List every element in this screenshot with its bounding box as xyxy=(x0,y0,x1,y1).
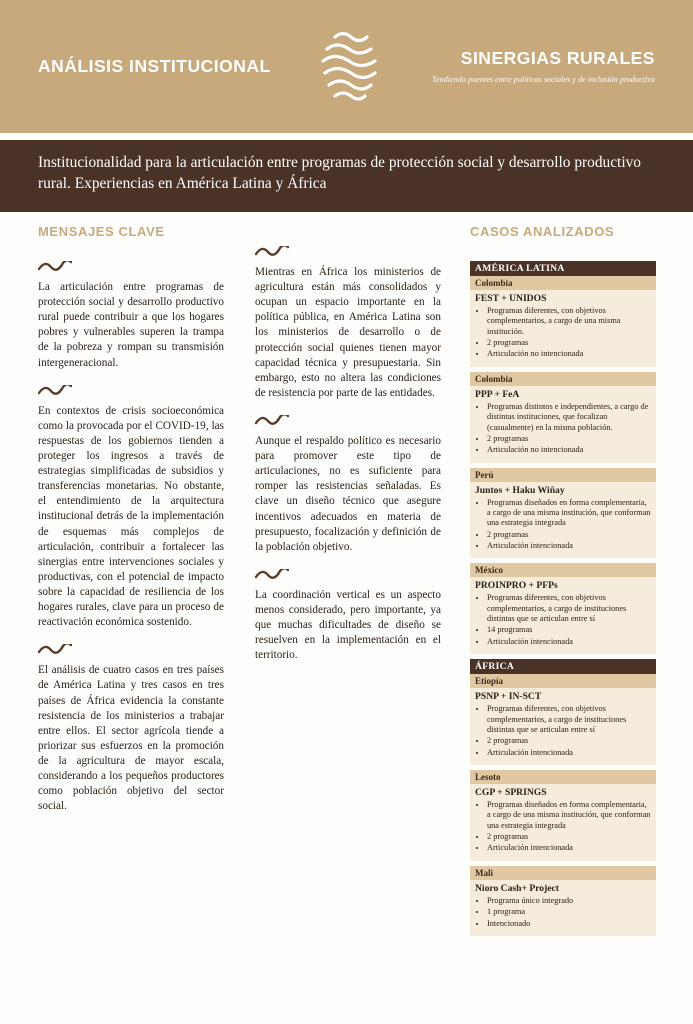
column-key-messages-2 xyxy=(255,224,441,663)
brand-subtitle: Tendiendo puentes entre políticas sociales y de inclusión productiva xyxy=(432,74,655,84)
brand-title: SINERGIAS RURALES xyxy=(460,47,655,68)
region-band: ÁFRICA xyxy=(470,659,656,674)
case-bullet: • Programas diseñados en forma complementaria, a cargo de una misma institución, que conforman una estrategia integrada xyxy=(487,800,651,831)
case-bullet: • Articulación no intencionada xyxy=(487,349,651,359)
squiggle-divider-icon xyxy=(38,644,224,655)
case-country: México xyxy=(470,563,656,577)
case-name: PROINPRO + PFPs xyxy=(475,580,558,592)
case-bullet: • Articulación intencionada xyxy=(487,843,651,853)
case-bullet: • 1 programa xyxy=(487,907,651,917)
case-item xyxy=(470,577,656,654)
case-item xyxy=(470,784,656,861)
section-title-key-messages: MENSAJES CLAVE xyxy=(38,224,165,239)
header-band xyxy=(0,0,693,133)
case-item xyxy=(470,880,656,936)
case-bullet: • Programa único integrado xyxy=(487,896,651,906)
case-bullet: • 2 programas xyxy=(487,832,651,842)
case-bullet: • Articulación intencionada xyxy=(487,748,651,758)
case-country: Mali xyxy=(470,866,656,880)
header-left-label: ANÁLISIS INSTITUCIONAL xyxy=(38,56,271,76)
case-name: FEST + UNIDOS xyxy=(475,293,547,304)
case-country: Colombia xyxy=(470,276,656,290)
key-message-paragraph: En contextos de crisis socioeconómica como la provocada por el COVID-19, las respuestas de los gobiernos tienden a proteger los ingresos a través de estrategias simplificadas de subsidios y transferencias monetarias. No obstante, el entendimiento de la arquitectura institucional detrás de la implementación de esquemas más complejos de articulación, contribuir a fortalecer las sinergias entre intervenciones sociales y productivas, con el potencial de impacto sobre la capacidad de resiliencia de los hogares rurales, clave para un proceso de reactivación económica sostenido. xyxy=(38,404,224,629)
case-item xyxy=(470,482,656,559)
key-message-paragraph: El análisis de cuatro casos en tres países de América Latina y tres casos en tres países de África evidencia la constante resistencia de los ministerios a trabajar entre ellos. El sector agrícola tiende a priorizar sus esfuerzos en la promoción de la agricultura de mayor escala, considerando a los pequeños productores como población objetivo del sector social. xyxy=(38,664,224,813)
key-message-paragraph: La articulación entre programas de protección social y desarrollo productivo rural puede contribuir a que los hogares pobres y vulnerables superen la trampa de la pobreza y rompan su transmisión intergeneracional. xyxy=(38,281,224,369)
case-country: Colombia xyxy=(470,372,656,386)
case-bullet: • Programas diferentes, con objetivos complementarios, a cargo de instituciones distintas que se articulan entre sí xyxy=(487,593,651,624)
case-bullet: • Programas diferentes, con objetivos complementarios, a cargo de instituciones distintas que se articulan entre sí xyxy=(487,704,651,735)
case-bullet: • Articulación intencionada xyxy=(487,541,651,551)
squiggle-divider-icon xyxy=(38,385,224,396)
case-country: Lesoto xyxy=(470,770,656,784)
section-title-cases: CASOS ANALIZADOS xyxy=(470,224,615,239)
squiggle-divider-icon xyxy=(255,569,441,580)
case-bullet: • Articulación no intencionada xyxy=(487,445,651,455)
region-band: AMÉRICA LATINA xyxy=(470,261,656,276)
case-country: Perú xyxy=(470,468,656,482)
case-country: Etiopía xyxy=(470,674,656,688)
case-name: PSNP + IN-SCT xyxy=(475,691,542,703)
case-bullet: • 2 programas xyxy=(487,736,651,746)
case-bullet: • Programas distintos e independientes, a cargo de distintas instituciones, que focalizan (casualmente) en la misma población. xyxy=(487,402,651,433)
wavy-lines-logo-icon xyxy=(305,25,397,109)
case-name: Juntos + Haku Wiñay xyxy=(475,484,565,496)
case-item xyxy=(470,386,656,463)
squiggle-divider-icon xyxy=(255,246,441,257)
column-key-messages-1 xyxy=(38,224,224,814)
case-bullet: • 2 programas xyxy=(487,530,651,540)
case-bullet: • 14 programas xyxy=(487,625,651,635)
case-item xyxy=(470,688,656,765)
title-band xyxy=(0,140,693,212)
key-message-paragraph: La coordinación vertical es un aspecto menos considerado, pero importante, ya que muchas dificultades de diseño se resuelven en la implementación en el territorio. xyxy=(255,588,441,662)
brand-block xyxy=(432,48,655,85)
case-item xyxy=(470,290,656,367)
key-message-paragraph: Aunque el respaldo político es necesario para promover este tipo de articulaciones, no es suficiente para romper las resistencias señaladas. Es clave un diseño técnico que asegure incentivos adecuados en materia de presupuesto, focalización y definición de la población objetivo. xyxy=(255,434,441,553)
case-bullet: • 2 programas xyxy=(487,434,651,444)
key-message-paragraph: Mientras en África los ministerios de agricultura están más consolidados y ocupan un espacio importante en la política pública, en América Latina son los ministerios de desarrollo o de protección social quienes tienen mayor capacidad técnica y presupuestaria. Sin embargo, esto no altera las condiciones de resistencia por parte de las entidades. xyxy=(255,266,441,399)
cases-table xyxy=(470,261,656,936)
case-name: CGP + SPRINGS xyxy=(475,786,547,798)
document-title: Institucionalidad para la articulación entre programas de protección social y desarrollo productivo rural. Experiencias en América Latina y África xyxy=(38,154,642,193)
case-bullet: • 2 programas xyxy=(487,338,651,348)
case-bullet: • Programas diseñados en forma complementaria, a cargo de una misma institución, que conforman una estrategia integrada xyxy=(487,498,651,529)
column-cases xyxy=(470,224,656,936)
case-bullet: • Intencionado xyxy=(487,919,651,929)
case-name: PPP + FeA xyxy=(475,388,520,400)
squiggle-divider-icon xyxy=(255,415,441,426)
case-bullet: • Articulación intencionada xyxy=(487,637,651,647)
squiggle-divider-icon xyxy=(38,261,224,272)
case-name: Nioro Cash+ Project xyxy=(475,882,559,894)
case-bullet: • Programas diferentes, con objetivos complementarios, a cargo de una misma institución. xyxy=(487,306,651,337)
